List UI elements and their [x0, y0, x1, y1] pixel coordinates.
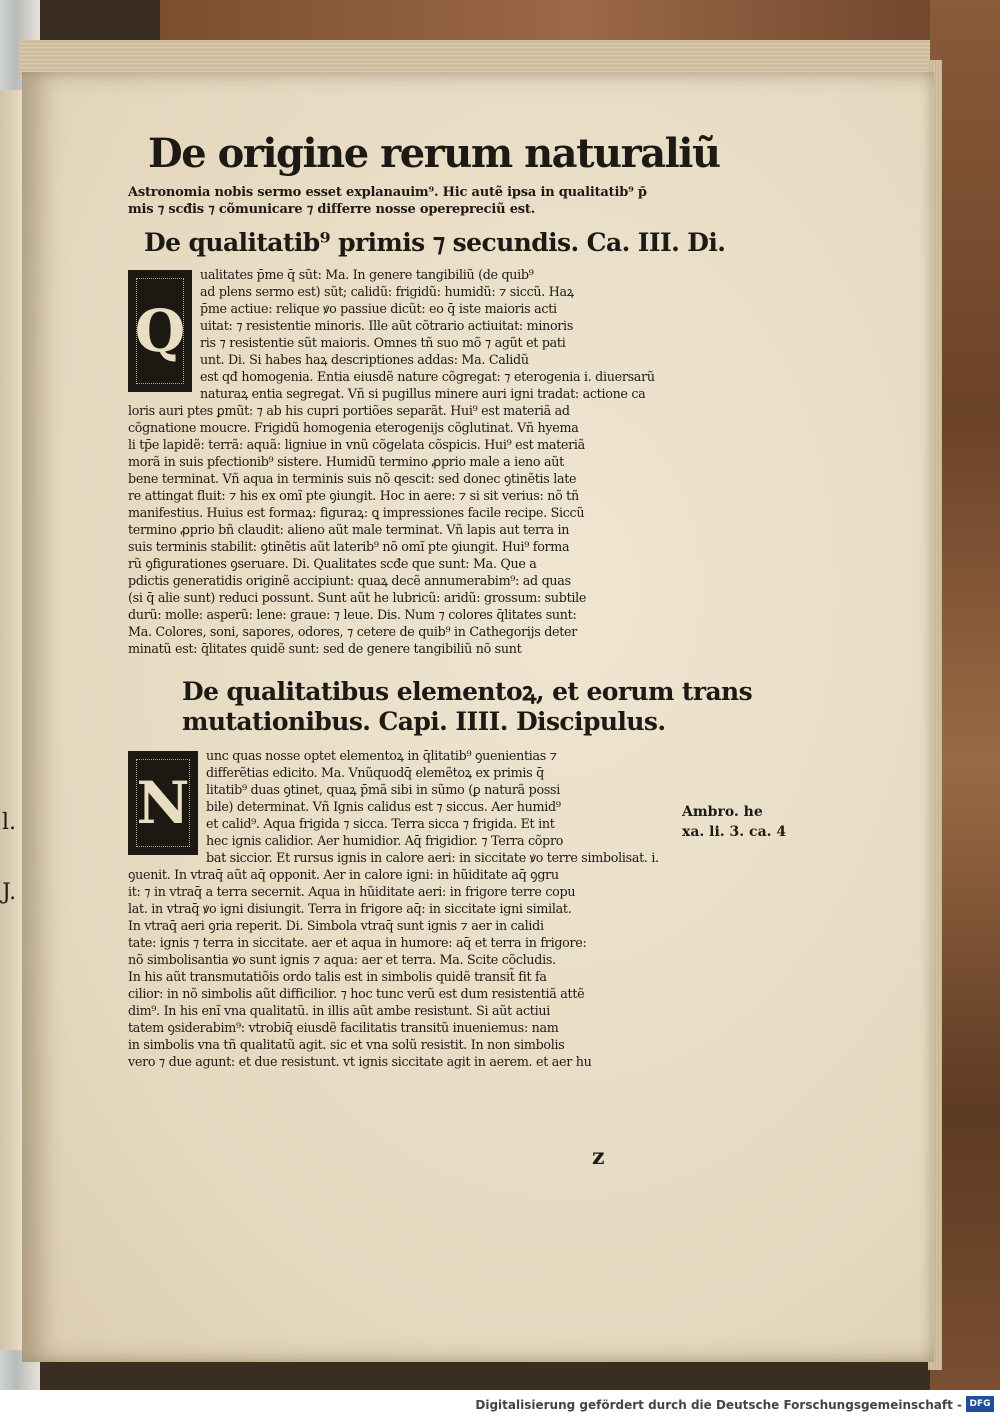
- binding-board-top: [160, 0, 1000, 42]
- text-line: manifestius. Huius est formaꝝ: figuraꝝ: ꝗ impressiones facile recipe. Siccũ: [128, 505, 585, 520]
- text-line: naturaꝝ entia segregat. Vñ si pugillus minere auri igni tradat: actione ca: [200, 386, 646, 401]
- text-line: (si q̄ alie sunt) reduci possunt. Sunt aũt he lubricũ: aridũ: grossum: subtile: [128, 590, 587, 605]
- margin-note-line: xa. li. 3. ca. 4: [682, 824, 787, 840]
- text-line: li tp̄e lapidẽ: terrã: aquã: ligniue in vnũ cõgelata cõspicis. Hui⁹ est materiã: [128, 437, 585, 452]
- intro-paragraph: [128, 184, 698, 218]
- text-line: minatũ est: q̄litates quidẽ sunt: sed de genere tangibiliũ nõ sunt: [128, 641, 522, 656]
- text-line: re attingat fluit: ⁊ his ex omĩ pte ꝯiungit. Hoc in aere: ⁊ si sit verius: nõ tñ: [128, 488, 579, 503]
- text-line: In his aũt transmutatiõis ordo talis est in simbolis quidẽ transit̃ fit fa: [128, 969, 547, 984]
- text-line: In vtraq̄ aeri ꝯria reperit. Di. Simbola vtraq̄ sunt ignis ⁊ aer in calidi: [128, 918, 544, 933]
- text-line: it: ⁊ in vtraq̄ a terra secernit. Aqua in hũiditate aeri: in frigore terre copu: [128, 884, 576, 899]
- initial-letter: N: [136, 769, 190, 837]
- chapter-4-heading-line: mutationibus. Capi. IIII. Discipulus.: [182, 707, 666, 736]
- text-line: loris auri ptes ꝑmũt: ⁊ ab his cupri portiões separãt. Hui⁹ est materiã ad: [128, 403, 570, 418]
- text-line: mis ⁊ scđis ⁊ cõmunicare ⁊ differre nosse operepreciũ est.: [128, 202, 536, 217]
- footer-credit: Digitalisierung gefördert durch die Deutsche Forschungsgemeinschaft -: [475, 1398, 962, 1412]
- margin-note: [682, 802, 786, 842]
- text-line: dim⁹. In his enĩ vna qualitatũ. in illis aũt ambe resistunt. Si aũt actiui: [128, 1003, 550, 1018]
- text-line: p̄me actiue: relique ꝟo passiue dicũt: eo q̄ iste maioris acti: [200, 301, 557, 316]
- left-leaf: [0, 90, 23, 1350]
- text-line: Ma. Colores, soni, sapores, odores, ⁊ cetere de quib⁹ in Cathegorijs deter: [128, 624, 577, 639]
- text-line: tate: ignis ⁊ terra in siccitate. aer et aqua in humore: aq̄ et terra in frigore:: [128, 935, 587, 950]
- chapter-4-body: [128, 747, 698, 1070]
- text-line: differẽtias edicito. Ma. Vnũquodq̄ elemẽtoꝝ ex primis q̄: [206, 765, 544, 780]
- text-line: vero ⁊ due agunt: et due resistunt. vt ignis siccitate agit in aerem. et aer hu: [128, 1054, 592, 1069]
- text-line: cõgnatione moucre. Frigidũ homogenia eterogenijs cõglutinat. Vñ hyema: [128, 420, 579, 435]
- book-page: [22, 72, 934, 1362]
- text-line: in simbolis vna tñ qualitatũ agit. sic et vna solũ resistit. In non simbolis: [128, 1037, 565, 1052]
- text-line: ꝯuenit. In vtraq̄ aũt aq̄ opponit. Aer in calore igni: in hũiditate aq̄ ꝯgru: [128, 867, 559, 882]
- initial-ornament: [136, 278, 184, 384]
- text-line: unc quas nosse optet elementoꝝ in q̄litatib⁹ ꝯuenientias ⁊: [206, 748, 557, 763]
- text-line: et calid⁹. Aqua frigida ⁊ sicca. Terra sicca ⁊ frigida. Et int: [206, 816, 555, 831]
- text-line: uitat: ⁊ resistentie minoris. Ille aũt cõtrario actiuitat: minoris: [200, 318, 574, 333]
- chapter-3-body: [128, 266, 698, 657]
- text-line: bile) determinat. Vñ Ignis calidus est ⁊ siccus. Aer humid⁹: [206, 799, 561, 814]
- text-line: termino ꝓprio bñ claudit: alieno aũt male terminat. Vñ lapis aut terra in: [128, 522, 570, 537]
- text-line: Astronomia nobis sermo esset explanauim⁹. Hic autẽ ipsa in qualitatib⁹ p̄: [128, 185, 647, 200]
- text-line: unt. Di. Si habes haꝝ descriptiones addas: Ma. Calidũ: [200, 352, 529, 367]
- text-line: suis terminis stabilit: ꝯtinẽtis aũt laterib⁹ nõ omĩ pte ꝯiungit. Hui⁹ forma: [128, 539, 570, 554]
- initial-letter: Q: [134, 297, 186, 365]
- chapter-4-heading: [182, 677, 753, 737]
- signature-mark: z: [592, 1144, 605, 1170]
- text-line: morã in suis pfectionib⁹ sistere. Humidũ termino ꝓprio male a ieno aũt: [128, 454, 564, 469]
- text-line: lat. in vtraq̄ ꝟo igni disiungit. Terra in frigore aq̄: in siccitate igni similat.: [128, 901, 572, 916]
- initial-ornament: [136, 759, 190, 847]
- text-line: rũ ꝯfigurationes ꝯseruare. Di. Qualitates scđe que sunt: Ma. Que a: [128, 556, 537, 571]
- text-line: bat siccior. Et rursus ignis in calore aeri: in siccitate ꝟo terre simbolisat. i.: [206, 850, 659, 865]
- text-line: pdictis generatidis originẽ accipiunt: quaꝝ decẽ annumerabim⁹: ad quas: [128, 573, 571, 588]
- text-line: cilior: in nõ simbolis aũt difficilior. ⁊ hoc tunc verũ est dum resistentiã attẽ: [128, 986, 585, 1001]
- footer: [0, 1390, 1000, 1421]
- dfg-logo: DFG: [966, 1396, 994, 1412]
- left-leaf-mark: l.: [2, 810, 17, 835]
- decorated-initial-n: [128, 751, 198, 855]
- text-line: ualitates p̄me q̄ sũt: Ma. In genere tangibiliũ (de quib⁹: [200, 267, 534, 282]
- text-line: nõ simbolisantia ꝟo sunt ignis ⁊ aqua: aer et terra. Ma. Scite cõcludis.: [128, 952, 556, 967]
- left-leaf-mark: J.: [2, 880, 17, 905]
- margin-note-line: Ambro. he: [682, 804, 763, 820]
- decorated-initial-q: [128, 270, 192, 392]
- text-line: tatem ꝯsiderabim⁹: vtrobiq̄ eiusdẽ facilitatis transitũ inueniemus: nam: [128, 1020, 559, 1035]
- text-line: hec ignis calidior. Aer humidior. Aq̄ frigidior. ⁊ Terra cõpro: [206, 833, 564, 848]
- text-line: bene terminat. Vñ aqua in terminis suis nõ qescit: sed donec ꝯtinẽtis late: [128, 471, 577, 486]
- text-line: litatib⁹ duas ꝯtinet, quaꝝ p̄mã sibi in sũmo (ꝑ naturã possi: [206, 782, 561, 797]
- text-line: durũ: molle: asperũ: lene: graue: ⁊ leue. Dis. Num ⁊ colores q̄litates sunt:: [128, 607, 577, 622]
- text-line: est qđ homogenia. Entia eiusdẽ nature cõgregat: ⁊ eterogenia i. diuersarũ: [200, 369, 655, 384]
- text-line: ad plens sermo est) sũt; calidũ: frigidũ: humidũ: ⁊ siccũ. Haꝝ: [200, 284, 574, 299]
- chapter-3-heading: De qualitatib⁹ primis ⁊ secundis. Ca. III. Di.: [144, 228, 726, 257]
- chapter-4-heading-line: De qualitatibus elementoꝝ, et eorum trans: [182, 677, 753, 706]
- running-title: De origine rerum naturaliũ: [148, 130, 720, 177]
- text-line: ris ⁊ resistentie sũt maioris. Omnes tñ suo mõ ⁊ agũt et pati: [200, 335, 566, 350]
